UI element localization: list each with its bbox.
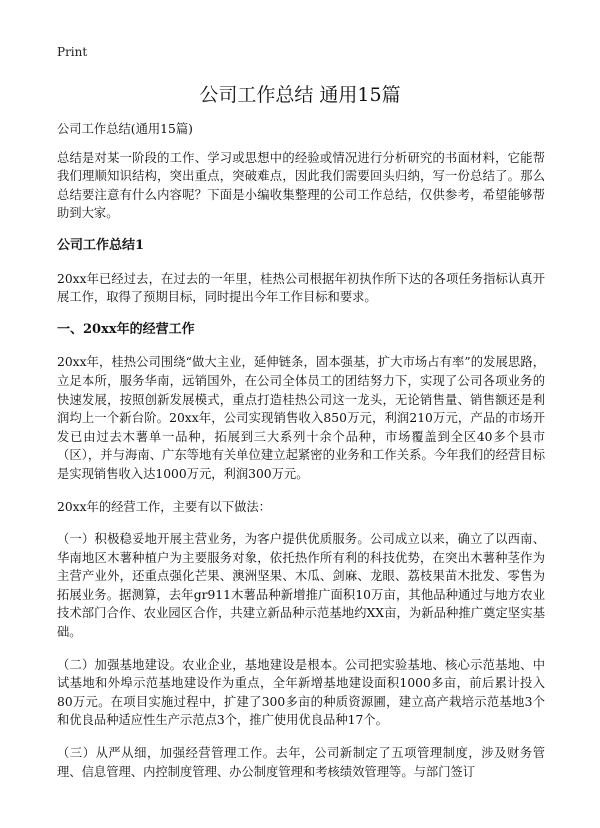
section-intro-paragraph: 20xx年已经过去，在过去的一年里，桂热公司根据年初执作所下达的各项任务指标认真开展工作，取得了预期目标，同时提出今年工作目标和要求。: [57, 271, 545, 305]
document-body: [57, 120, 545, 795]
print-link[interactable]: Print: [57, 45, 88, 59]
list-item-paragraph: （一）积极稳妥地开展主营业务，为客户提供优质服务。公司成立以来，确立了以西南、华南地区木薯种植户为主要服务对象，依托热作所有利的科技优势，在突出木薯种茎作为主营产业外，还重点强化芒果、澳洲坚果、木瓜、剑麻、龙眼、荔枝果苗木批发、零售为拓展业务。据测算，去年gr911木薯品种新增推广面积10万亩，其他品种通过与地方农业技术部门合作、农业园区合作，共建立新品种示范基地约XX亩，为新品种推广奠定坚实基础。: [57, 532, 545, 640]
body-paragraph: 20xx年的经营工作，主要有以下做法：: [57, 499, 271, 514]
intro-paragraph: 总结是对某一阶段的工作、学习或思想中的经验或情况进行分析研究的书面材料，它能帮我们理顺知识结构，突出重点，突破难点，因此我们需要回头归纳，写一份总结了。那么总结要注意有什么内容呢？下面是小编收集整理的公司工作总结，仅供参考，希望能够帮助到大家。: [57, 150, 545, 221]
list-item-paragraph: （三）从严从细，加强经营管理工作。去年，公司新制定了五项管理制度，涉及财务管理、信息管理、内控制度管理、办公制度管理和考核绩效管理等。与部门签订: [57, 746, 545, 779]
part-heading: 一、20xx年的经营工作: [57, 321, 195, 337]
list-item-paragraph: （二）加强基地建设。农业企业，基地建设是根本。公司把实验基地、核心示范基地、中试基地和外埠示范基地建设作为重点，全年新增基地建设面积1000多亩，前后累计投入80万元。在项目实施过程中，扩建了300多亩的种质资源圃，建立高产栽培示范基地3个和优良品种适应性生产示范点3个，推广使用优良品种17个。: [57, 657, 545, 728]
body-paragraph: 20xx年，桂热公司围绕“做大主业，延伸链条，固本强基，扩大市场占有率”的发展思路，立足本所，服务华南，远销国外，在公司全体员工的团结努力下，实现了公司各项业务的快速发展，按照创新发展模式，重点打造桂热公司这一龙头，无论销售量、销售额还是利润均上一个新台阶。20xx年，公司实现销售收入850万元，利润210万元，产品的市场开发已由过去木薯单一品种，拓展到三大系列十余个品种，市场覆盖到全区40多个县市（区），并与海南、广东等地有关单位建立起紧密的业务和工作关系。今年我们的经营目标是实现销售收入达1000万元，利润300万元。: [57, 355, 545, 481]
page-title: 公司工作总结 通用15篇: [199, 84, 401, 106]
subtitle: 公司工作总结(通用15篇): [57, 122, 193, 136]
section-heading: 公司工作总结1: [57, 237, 145, 253]
